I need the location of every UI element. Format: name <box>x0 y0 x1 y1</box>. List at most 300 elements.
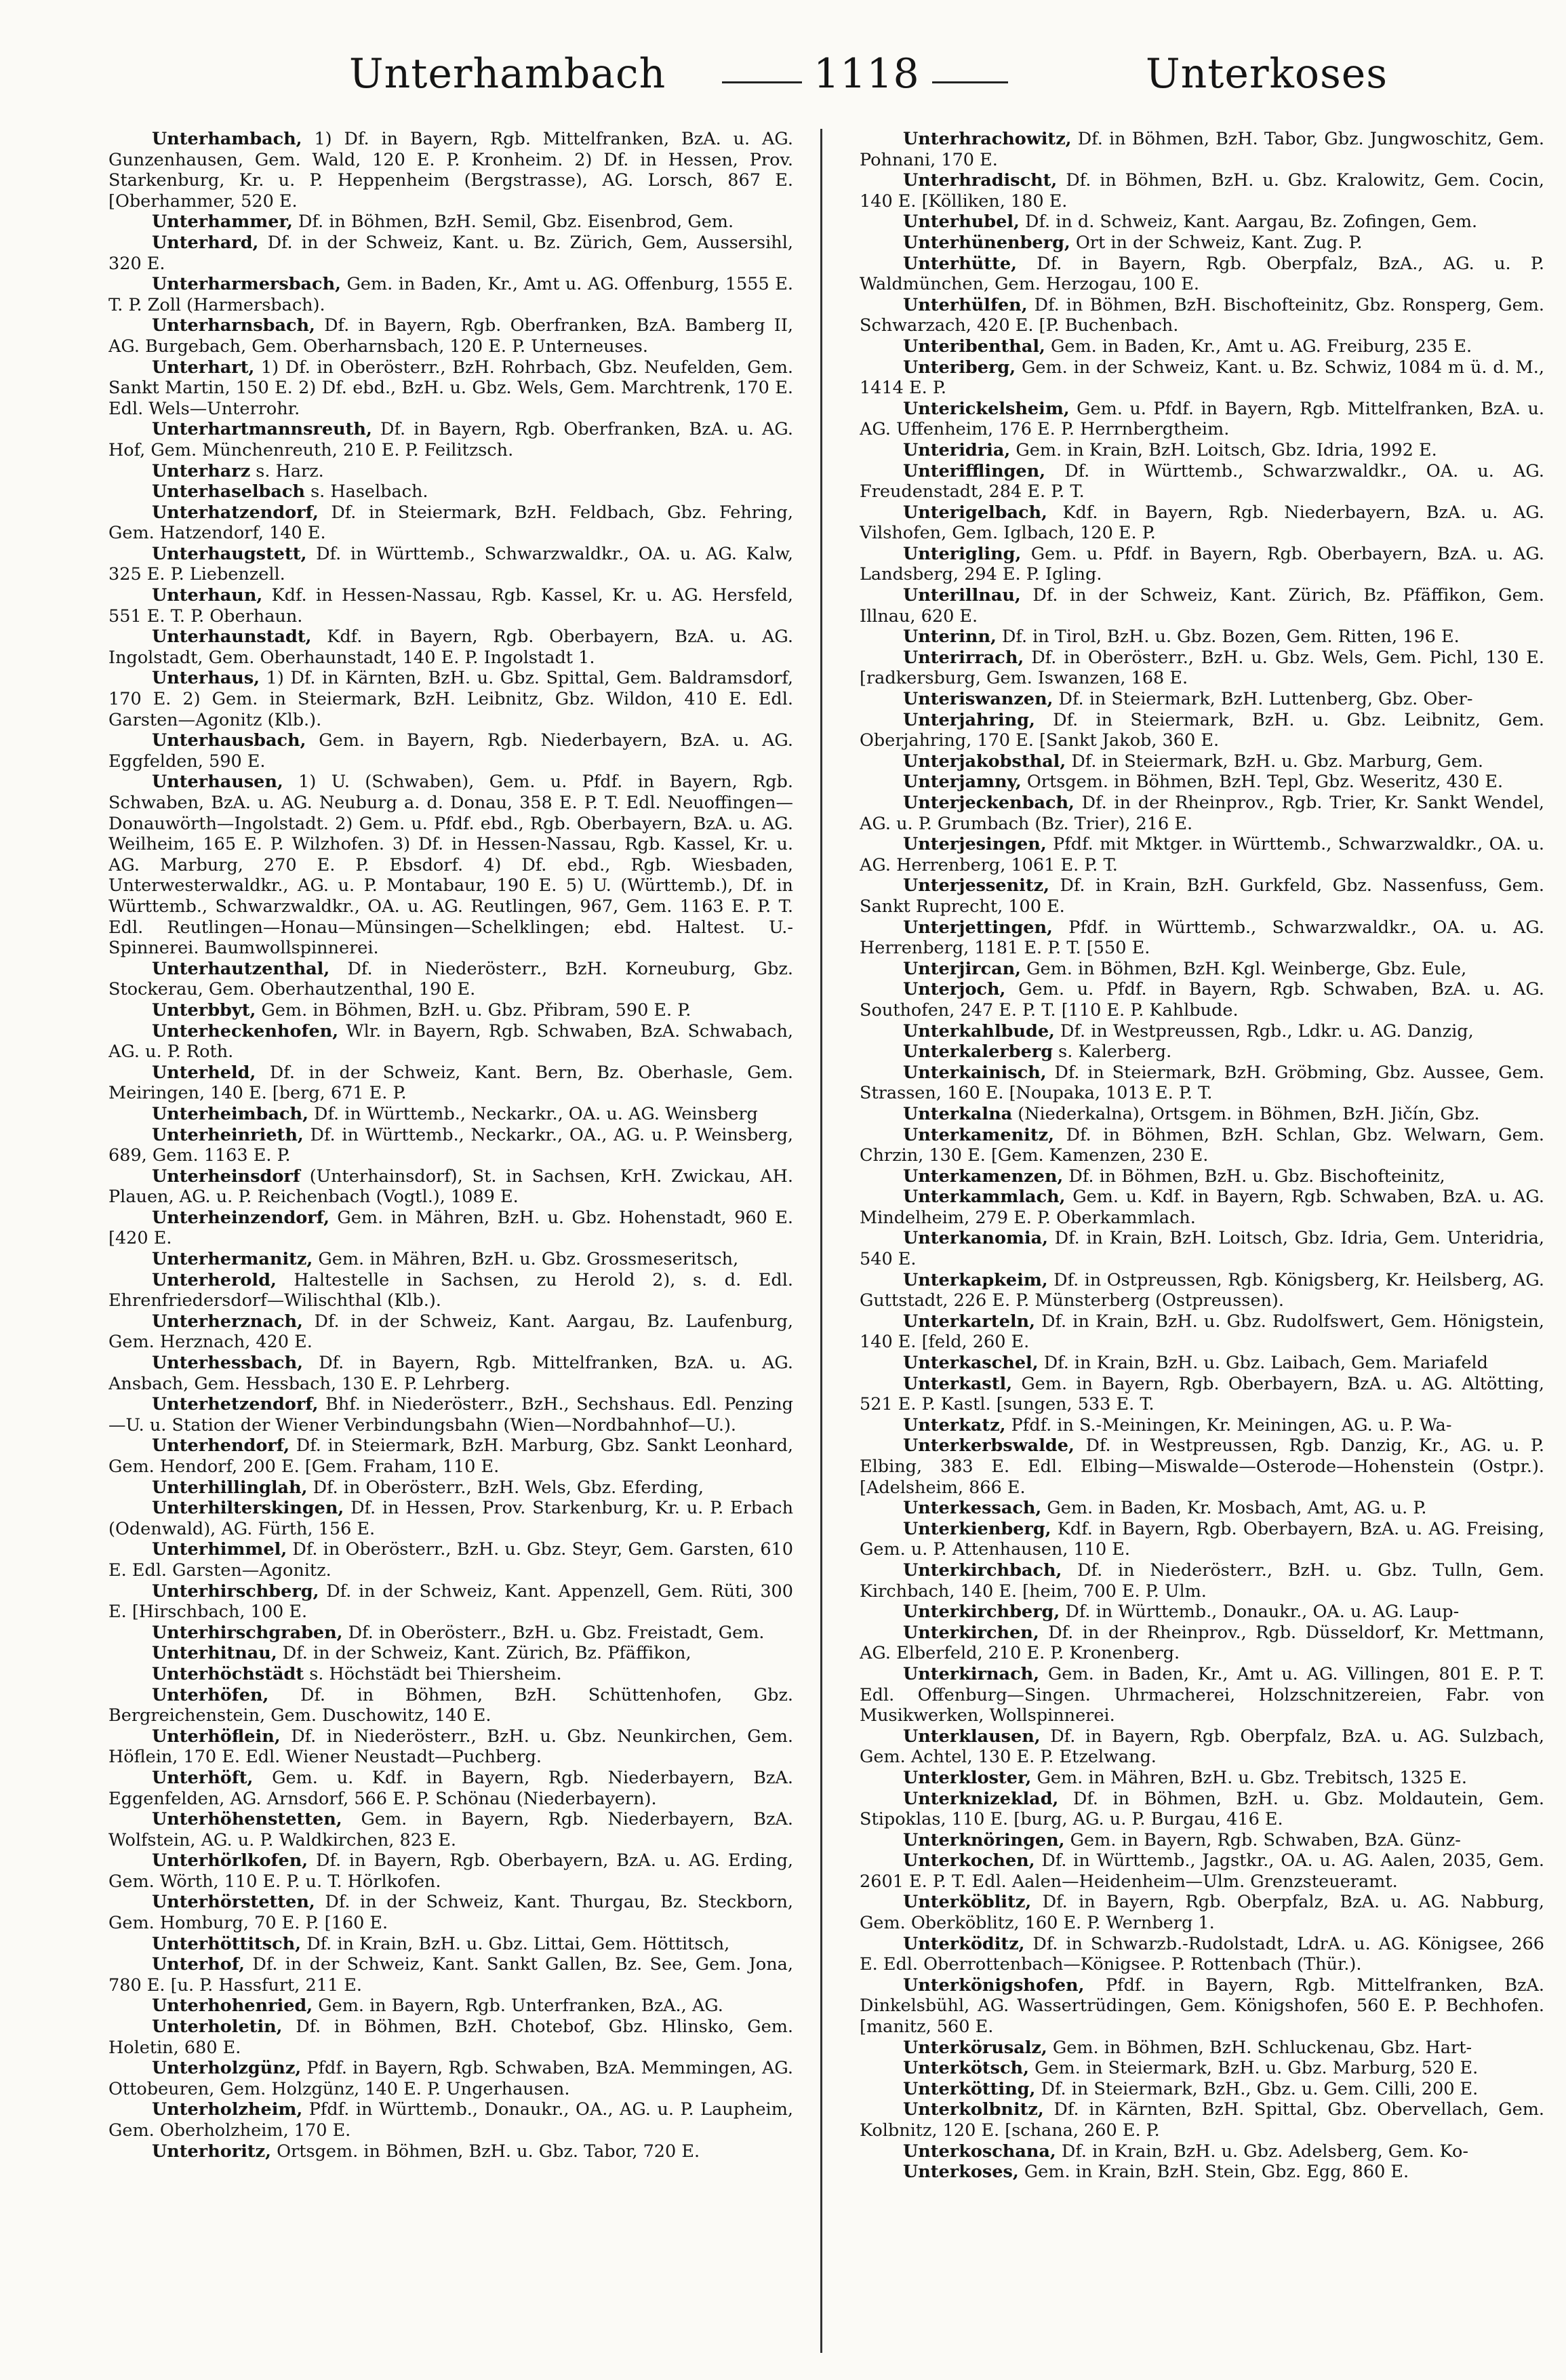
entry-text: s. Haselbach. <box>304 481 428 502</box>
entry <box>860 336 1544 357</box>
header-rule-left <box>722 81 802 83</box>
entry <box>108 2017 793 2058</box>
entry-text: s. Kalerberg. <box>1053 1042 1172 1063</box>
entry-headword: Unterheimbach, <box>152 1103 308 1124</box>
entry-text: Ortsgem. in Böhmen, BzH. u. Gbz. Tabor, 720 E. <box>271 2141 700 2162</box>
entry <box>108 1539 793 1581</box>
entry-text: 1) Df. in Kärnten, BzH. u. Gbz. Spittal, Gem. Baldramsdorf, 170 E. 2) Gem. in Steiermark, BzH. Leibnitz, Gbz. Wildon, 410 E. Edl. Garsten—Agonitz (Klb.). <box>108 668 793 730</box>
entry <box>108 502 793 544</box>
entry <box>108 1685 793 1726</box>
entry <box>108 730 793 772</box>
entry <box>108 1353 793 1394</box>
entry-text: Df. in Tirol, BzH. u. Gbz. Bozen, Gem. Ritten, 196 E. <box>996 627 1460 648</box>
entry-headword: Unterhof, <box>152 1954 245 1975</box>
entry-text: Df. in Niederösterr., BzH. u. Gbz. Tulln, Gem. Kirchbach, 140 E. [heim, 700 E. P. Ulm. <box>860 1560 1544 1602</box>
entry-headword: Unterhoritz, <box>152 2141 272 2162</box>
entry <box>860 793 1544 834</box>
entry <box>108 627 793 668</box>
entry-headword: Unterhammer, <box>152 212 293 233</box>
entry <box>860 1850 1544 1892</box>
entry <box>860 544 1544 585</box>
entry-text: Df. in Hessen, Prov. Starkenburg, Kr. u. P. Erbach (Odenwald), AG. Fürth, 156 E. <box>108 1498 793 1539</box>
entry <box>108 1809 793 1850</box>
entry-text: Df. in der Schweiz, Kant. Sankt Gallen, Bz. See, Gem. Jona, 780 E. [u. P. Hassfurt, 211 E. <box>108 1954 793 1996</box>
entry-headword: Unterkammlach, <box>903 1187 1066 1208</box>
entry-headword: Unterhöflein, <box>152 1726 281 1747</box>
entry <box>860 959 1544 980</box>
entry <box>860 875 1544 917</box>
header-right-keyword: Unterkoses <box>1146 50 1388 98</box>
entry-text: Pfdf. in Württemb., Schwarzwaldkr., OA. u. AG. Herrenberg, 1181 E. P. T. [550 E. <box>860 917 1544 959</box>
entry-text: Gem. in Bayern, Rgb. Niederbayern, BzA. Wolfstein, AG. u. P. Waldkirchen, 823 E. <box>108 1809 793 1850</box>
entry-text: Gem. in Böhmen, BzH. u. Gbz. Přibram, 590 E. P. <box>256 999 691 1020</box>
entry-text: Df. in Württemb., Donaukr., OA. u. AG. Laup- <box>1060 1602 1460 1623</box>
entry-headword: Unterkessach, <box>903 1498 1042 1519</box>
entry-text: Df. in Steiermark, BzH. u. Gbz. Marburg, Gem. <box>1066 751 1484 772</box>
entry <box>108 212 793 233</box>
entry-text: s. Harz. <box>250 460 324 481</box>
entry-headword: Unterjessenitz, <box>903 875 1049 896</box>
entry-headword: Unterheckenhofen, <box>152 1020 339 1042</box>
entry-headword: Unterkamenitz, <box>903 1124 1054 1145</box>
entry-headword: Unterhöchstädt <box>152 1663 304 1684</box>
entry <box>860 1228 1544 1269</box>
entry <box>108 233 793 274</box>
entry-headword: Unterhörlkofen, <box>152 1850 308 1871</box>
entry-headword: Unterkienberg, <box>903 1518 1051 1539</box>
entry-headword: Unterifflingen, <box>903 460 1046 481</box>
entry-text: Df. in Krain, BzH. u. Gbz. Littai, Gem. Höttitsch, <box>301 1933 730 1954</box>
entry <box>860 1498 1544 1519</box>
entry-text: Df. in der Schweiz, Kant. Zürich, Bz. Pfäffikon, Gem. Illnau, 620 E. <box>860 585 1544 627</box>
entry-text: Df. in Württemb., Neckarkr., OA. u. AG. Weinsberg <box>308 1103 758 1124</box>
entry-headword: Unterhünenberg, <box>903 232 1070 253</box>
entry <box>860 1830 1544 1851</box>
entry-headword: Unterhendorf, <box>152 1435 290 1456</box>
entry-headword: Unterkönigshofen, <box>903 1975 1085 1996</box>
entry <box>860 1125 1544 1166</box>
entry-text: 1) Df. in Bayern, Rgb. Mittelfranken, BzA. u. AG. Gunzenhausen, Gem. Wald, 120 E. P. Kronheim. 2) Df. in Hessen, Prov. Starkenburg, Kr. u. P. Heppenheim (Bergstrasse), AG. Lorsch, 867 E. [Oberhammer, 520 E. <box>108 129 793 212</box>
entry-text: Df. in Böhmen, BzH. Schlan, Gbz. Welwarn, Gem. Chrzin, 130 E. [Gem. Kamenzen, 230 E. <box>860 1124 1544 1166</box>
entry <box>860 2058 1544 2079</box>
entry-headword: Unterhradischt, <box>903 170 1058 191</box>
entry-headword: Unterkochen, <box>903 1850 1035 1871</box>
entry-text: Df. in Steiermark, BzH. Marburg, Gbz. Sankt Leonhard, Gem. Hendorf, 200 E. [Gem. Fraham, 110 E. <box>108 1435 793 1477</box>
entry-headword: Unterhetzendorf, <box>152 1394 319 1415</box>
entry-headword: Unterklausen, <box>903 1726 1041 1747</box>
entry-text: Df. in Steiermark, BzH. Luttenberg, Gbz. Ober- <box>1053 689 1473 710</box>
entry <box>108 1643 793 1664</box>
entry-headword: Unterhartmannsreuth, <box>152 419 372 440</box>
entry <box>108 1435 793 1477</box>
entry-headword: Unterhaunstadt, <box>152 627 312 648</box>
entry-headword: Unterhautzenthal, <box>152 958 330 979</box>
entry-text: s. Höchstädt bei Thiersheim. <box>304 1663 562 1684</box>
entry-text: Df. in Ostpreussen, Rgb. Königsberg, Kr. Heilsberg, AG. Guttstadt, 226 E. P. Münsterberg (Ostpreussen). <box>860 1269 1544 1311</box>
entry-text: Pfdf. in Bayern, Rgb. Mittelfranken, BzA. Dinkelsbühl, AG. Wassertrüdingen, Gem. Königshofen, 560 E. P. Bechhofen. [manitz, 560 E. <box>860 1975 1544 2038</box>
entry-headword: Unterkalna <box>903 1103 1013 1124</box>
entry-headword: Unterjoch, <box>903 979 1006 1000</box>
entry-text: Df. in Westpreussen, Rgb., Ldkr. u. AG. Danzig, <box>1054 1020 1474 1042</box>
entry-text: Gem. in Baden, Kr., Amt u. AG. Offenburg, 1555 E. T. P. Zoll (Harmersbach). <box>108 274 793 315</box>
entry-headword: Unterkerbswalde, <box>903 1435 1075 1456</box>
entry <box>860 834 1544 875</box>
entry-text: Df. in Württemb., Jagstkr., OA. u. AG. Aalen, 2035, Gem. 2601 E. P. T. Edl. Aalen—Heidenheim—Ulm. Grenzsteueramt. <box>860 1850 1544 1892</box>
entry-text: Df. in Oberösterr., BzH. u. Gbz. Steyr, Gem. Garsten, 610 E. Edl. Garsten—Agonitz. <box>108 1539 793 1581</box>
entry-text: Df. in Böhmen, BzH. u. Gbz. Kralowitz, Gem. Cocin, 140 E. [Kölliken, 180 E. <box>860 170 1544 212</box>
entry-text: Df. in Böhmen, BzH. Semil, Gbz. Eisenbrod, Gem. <box>292 212 734 233</box>
entry-headword: Unterhatzendorf, <box>152 502 319 523</box>
entry <box>108 1311 793 1353</box>
entry <box>860 1602 1544 1623</box>
entry-headword: Unterhart, <box>152 357 255 378</box>
entry-text: Df. in Krain, BzH. u. Gbz. Adelsberg, Gem. Ko- <box>1056 2141 1468 2162</box>
entry <box>860 772 1544 793</box>
entry <box>108 1498 793 1539</box>
entry-headword: Unterhitnau, <box>152 1643 277 1664</box>
entry-headword: Unterkolbnitz, <box>903 2099 1044 2120</box>
entry <box>108 1664 793 1685</box>
entry <box>860 1623 1544 1664</box>
entry <box>860 648 1544 689</box>
entry-headword: Unterhohenried, <box>152 1996 313 2017</box>
entry <box>860 1934 1544 1975</box>
entry-text: Gem. in Krain, BzH. Stein, Gbz. Egg, 860 E. <box>1018 2162 1409 2183</box>
entry <box>860 1975 1544 2038</box>
entry-text: Df. in der Schweiz, Kant. Bern, Bz. Oberhasle, Gem. Meiringen, 140 E. [berg, 671 E. P. <box>108 1062 793 1104</box>
header-left-keyword: Unterhambach <box>349 50 666 98</box>
entry-headword: Unterkoses, <box>903 2162 1019 2183</box>
entry-text: Gem. in Baden, Kr. Mosbach, Amt, AG. u. P. <box>1041 1498 1427 1519</box>
entry-headword: Unterhörstetten, <box>152 1892 315 1913</box>
entry-text: Df. in Bayern, Rgb. Oberpfalz, BzA., AG. u. P. Waldmünchen, Gem. Herzogau, 100 E. <box>860 253 1544 295</box>
entry <box>108 274 793 315</box>
right-column <box>860 129 1544 2366</box>
entry <box>108 1850 793 1892</box>
entry-text: Df. in Steiermark, BzH. Feldbach, Gbz. Fehring, Gem. Hatzendorf, 140 E. <box>108 502 793 544</box>
entry-text: Df. in der Schweiz, Kant. Zürich, Bz. Pfäffikon, <box>277 1643 691 1664</box>
entry-text: Df. in Westpreussen, Rgb. Danzig, Kr., AG. u. P. Elbing, 383 E. Edl. Elbing—Miswalde—Osterode—Hohenstein (Ostpr.). [Adelsheim, 866 E. <box>860 1435 1544 1498</box>
entry <box>860 2099 1544 2141</box>
entry-text: Df. in Niederösterr., BzH. Korneuburg, Gbz. Stockerau, Gem. Oberhautzenthal, 190 E. <box>108 958 793 1000</box>
entry <box>860 1726 1544 1768</box>
entry-text: Kdf. in Bayern, Rgb. Oberbayern, BzA. u. AG. Freising, Gem. u. P. Attenhausen, 110 E. <box>860 1518 1544 1560</box>
entry-headword: Unterheinrieth, <box>152 1124 304 1145</box>
entry-headword: Unterholzgünz, <box>152 2058 302 2079</box>
entry-headword: Unterigling, <box>903 543 1022 564</box>
entry <box>860 1042 1544 1063</box>
entry-text: 1) U. (Schwaben), Gem. u. Pfdf. in Bayern, Rgb. Schwaben, BzA. u. AG. Neuburg a. d. Donau, 358 E. P. T. Edl. Neuoffingen—Donauwörth—Ingolstadt. 2) Gem. u. Pfdf. ebd., Rgb. Oberbayern, BzA. u. AG. Weilheim, 165 E. P. Wilzhofen. 3) Df. in Hessen-Nassau, Rgb. Kassel, Kr. u. AG. Marburg, 270 E. P. Ebsdorf. 4) Df. ebd., Rgb. Wiesbaden, Unterwesterwaldkr., AG. u. P. Montabaur, 190 E. 5) U. (Württemb.), Df. in Württemb., Schwarzwaldkr., OA. u. AG. Reutlingen, 967, Gem. 1163 E. P. T. Edl. Reutlingen—Honau—Münsingen—Schelklingen; ebd. Haltest. U.-Spinnerei. Baumwollspinnerei. <box>108 772 793 959</box>
entry-headword: Unterkirchen, <box>903 1622 1039 1643</box>
entry-text: Df. in Württemb., Schwarzwaldkr., OA. u. AG. Kalw, 325 E. P. Liebenzell. <box>108 543 793 585</box>
entry <box>860 2162 1544 2183</box>
entry-headword: Unteribenthal, <box>903 336 1045 357</box>
page-number: 1118 <box>814 50 920 98</box>
entry-text: Gem. u. Pfdf. in Bayern, Rgb. Oberbayern, BzA. u. AG. Landsberg, 294 E. P. Igling. <box>860 543 1544 585</box>
entry-text: Gem. in Bayern, Rgb. Schwaben, BzA. Günz- <box>1064 1829 1461 1850</box>
entry-text: Df. in Böhmen, BzH. Chotebof, Gbz. Hlinsko, Gem. Holetin, 680 E. <box>108 2017 793 2058</box>
entry-headword: Unterhermanitz, <box>152 1249 313 1270</box>
entry <box>108 1954 793 1996</box>
entry <box>860 1187 1544 1228</box>
entry-headword: Unterknizeklad, <box>903 1788 1059 1809</box>
entry-text: Df. in Bayern, Rgb. Oberfranken, BzA. Bamberg II, AG. Burgebach, Gem. Oberharnsbach, 120 E. P. Unterneuses. <box>108 315 793 357</box>
entry-headword: Unterharz <box>152 460 251 481</box>
entry-text: Gem. u. Kdf. in Bayern, Rgb. Niederbayern, BzA. Eggenfelden, AG. Arnsdorf, 566 E. P. Schönau (Niederbayern). <box>108 1767 793 1809</box>
entry-headword: Unterinn, <box>903 627 997 648</box>
entry-headword: Unterhöfen, <box>152 1684 269 1705</box>
entry <box>860 2038 1544 2059</box>
entry-headword: Unterhilterskingen, <box>152 1498 344 1519</box>
entry-headword: Unterkaschel, <box>903 1353 1039 1374</box>
entry <box>860 1270 1544 1311</box>
entry-headword: Unterhard, <box>152 232 259 253</box>
entry <box>860 1519 1544 1560</box>
entry-headword: Unterharmersbach, <box>152 274 342 295</box>
entry-text: Gem. in Mähren, BzH. u. Gbz. Trebitsch, 1325 E. <box>1031 1767 1468 1788</box>
left-column <box>108 129 793 2366</box>
entry-headword: Unterharnsbach, <box>152 315 315 336</box>
entry-text: Wlr. in Bayern, Rgb. Schwaben, BzA. Schwabach, AG. u. P. Roth. <box>108 1020 793 1063</box>
entry-headword: Unterhillinglah, <box>152 1477 308 1498</box>
entry-headword: Unterirrach, <box>903 647 1024 668</box>
entry-headword: Unterhirschberg, <box>152 1581 319 1602</box>
entry-text: Df. in Böhmen, BzH. u. Gbz. Moldautein, Gem. Stipoklas, 110 E. [burg, AG. u. P. Burgau, 416 E. <box>860 1788 1544 1830</box>
entry <box>860 399 1544 440</box>
entry-headword: Unterhöhenstetten, <box>152 1809 342 1830</box>
entry-text: Df. in Bayern, Rgb. Oberfranken, BzA. u. AG. Hof, Gem. Münchenreuth, 210 E. P. Feilitzsch. <box>108 419 793 460</box>
entry-text: Df. in Böhmen, BzH. Bischofteinitz, Gbz. Ronsperg, Gem. Schwarzach, 420 E. [P. Buchenbach. <box>860 294 1544 336</box>
entry <box>860 1311 1544 1353</box>
entry-headword: Unterhülfen, <box>903 294 1028 315</box>
entry <box>860 751 1544 772</box>
entry-text: Df. in Böhmen, BzH. Schüttenhofen, Gbz. Bergreichenstein, Gem. Duschowitz, 140 E. <box>108 1684 793 1726</box>
entry-text: Pfdf. mit Mktger. in Württemb., Schwarzwaldkr., OA. u. AG. Herrenberg, 1061 E. P. T. <box>860 834 1544 875</box>
entry-text: Gem. in Mähren, BzH. u. Gbz. Hohenstadt, 960 E. [420 E. <box>108 1207 793 1249</box>
entry-headword: Unteridria, <box>903 439 1011 460</box>
entry-headword: Unterkatz, <box>903 1414 1006 1435</box>
entry <box>860 979 1544 1020</box>
entry-headword: Unterjakobsthal, <box>903 751 1066 772</box>
entry-headword: Unterjamny, <box>903 772 1022 793</box>
entry <box>108 1270 793 1311</box>
entry-text: Df. in Böhmen, BzH. Tabor, Gbz. Jungwoschitz, Gem. Pohnani, 170 E. <box>860 129 1544 170</box>
entry-headword: Unteriswanzen, <box>903 689 1053 710</box>
entry-text: Df. in d. Schweiz, Kant. Aargau, Bz. Zofingen, Gem. <box>1019 212 1478 233</box>
entry-headword: Unterillnau, <box>903 585 1021 606</box>
entry <box>108 1934 793 1955</box>
entry-headword: Unterkötting, <box>903 2078 1036 2099</box>
entry-headword: Unterkalerberg <box>903 1042 1053 1063</box>
entry-headword: Unterköblitz, <box>903 1892 1032 1913</box>
entry <box>860 129 1544 170</box>
entry <box>108 1063 793 1104</box>
entry-text: Bhf. in Niederösterr., BzH., Sechshaus. Edl. Penzing—U. u. Station der Wiener Verbindungsbahn (Wien—Nordbahnhof—U.). <box>108 1394 793 1435</box>
entry <box>860 1892 1544 1933</box>
entry-headword: Unterjircan, <box>903 958 1022 979</box>
entry-text: Df. in Krain, BzH. u. Gbz. Laibach, Gem. Mariafeld <box>1038 1353 1488 1374</box>
entry <box>860 1435 1544 1498</box>
entry <box>108 1208 793 1249</box>
entry-headword: Unterickelsheim, <box>903 398 1070 419</box>
entry-text: Df. in Steiermark, BzH. u. Gbz. Leibnitz, Gem. Oberjahring, 170 E. [Sankt Jakob, 360 E. <box>860 709 1544 751</box>
entry <box>108 481 793 502</box>
page-header <box>0 43 1566 111</box>
entry-text: Kdf. in Bayern, Rgb. Oberbayern, BzA. u. AG. Ingolstadt, Gem. Oberhaunstadt, 140 E. P. Ingolstadt 1. <box>108 627 793 668</box>
entry-headword: Unterholetin, <box>152 2017 283 2038</box>
entry <box>860 710 1544 751</box>
entry-headword: Unterheld, <box>152 1062 256 1083</box>
entry-headword: Unterheinzendorf, <box>152 1207 330 1228</box>
entry <box>108 1021 793 1063</box>
entry <box>860 440 1544 461</box>
entry <box>860 1353 1544 1374</box>
entry-text: Df. in Bayern, Rgb. Oberbayern, BzA. u. AG. Erding, Gem. Wörth, 110 E. P. u. T. Hörlkofen. <box>108 1850 793 1892</box>
entry-text: Kdf. in Hessen-Nassau, Rgb. Kassel, Kr. u. AG. Hersfeld, 551 E. T. P. Oberhaun. <box>108 585 793 627</box>
entry <box>860 585 1544 627</box>
entry-text: Gem. in Baden, Kr., Amt u. AG. Freiburg, 235 E. <box>1045 336 1472 357</box>
entry-text: Df. in Kärnten, BzH. Spittal, Gbz. Obervellach, Gem. Kolbnitz, 120 E. [schana, 260 E. P. <box>860 2099 1544 2141</box>
entry <box>108 2099 793 2141</box>
entry-text: Haltestelle in Sachsen, zu Herold 2), s. d. Edl. Ehrenfriedersdorf—Wilischthal (Klb.). <box>108 1269 793 1311</box>
entry-text: Df. in Krain, BzH. u. Gbz. Rudolfswert, Gem. Hönigstein, 140 E. [feld, 260 E. <box>860 1311 1544 1353</box>
entry-headword: Unterhütte, <box>903 253 1017 274</box>
entry <box>108 1477 793 1499</box>
entry-text: Gem. in Bayern, Rgb. Niederbayern, BzA. u. AG. Eggfelden, 590 E. <box>108 730 793 772</box>
entry-text: Df. in Württemb., Schwarzwaldkr., OA. u. AG. Freudenstadt, 284 E. P. T. <box>860 460 1544 502</box>
entry-text: Gem. in Krain, BzH. Loitsch, Gbz. Idria, 1992 E. <box>1010 439 1437 460</box>
entry <box>860 1560 1544 1602</box>
entry-text: Pfdf. in Bayern, Rgb. Schwaben, BzA. Memmingen, AG. Ottobeuren, Gem. Holzgünz, 140 E. P. Ungerhausen. <box>108 2058 793 2099</box>
entry-headword: Unterhirschgraben, <box>152 1622 343 1643</box>
entry-headword: Unterkloster, <box>903 1767 1032 1788</box>
entry <box>860 357 1544 399</box>
entry-text: Gem. u. Pfdf. in Bayern, Rgb. Mittelfranken, BzA. u. AG. Uffenheim, 176 E. P. Herrnbergtheim. <box>860 398 1544 440</box>
entry-text: Df. in Krain, BzH. Gurkfeld, Gbz. Nassenfuss, Gem. Sankt Ruprecht, 100 E. <box>860 875 1544 917</box>
entry <box>860 254 1544 295</box>
entry-text: Gem. u. Kdf. in Bayern, Rgb. Schwaben, BzA. u. AG. Mindelheim, 279 E. P. Oberkammlach. <box>860 1187 1544 1228</box>
entry-text: Gem. u. Pfdf. in Bayern, Rgb. Schwaben, BzA. u. AG. Southofen, 247 E. P. T. [110 E. P. Kahlbude. <box>860 979 1544 1020</box>
entry <box>108 1892 793 1933</box>
entry-text: Df. in Bayern, Rgb. Mittelfranken, BzA. u. AG. Ansbach, Gem. Hessbach, 130 E. P. Lehrberg. <box>108 1353 793 1394</box>
entry-headword: Unterhaun, <box>152 585 263 606</box>
entry <box>860 2079 1544 2100</box>
entry-text: Df. in Niederösterr., BzH. u. Gbz. Neunkirchen, Gem. Höflein, 170 E. Edl. Wiener Neustadt—Puchberg. <box>108 1726 793 1768</box>
entry-headword: Unterkirchbach, <box>903 1560 1062 1581</box>
entry <box>860 1789 1544 1830</box>
entry-headword: Unterkarteln, <box>903 1311 1035 1332</box>
entry <box>860 1166 1544 1187</box>
entry <box>860 2141 1544 2162</box>
entry-headword: Unterhimmel, <box>152 1539 287 1560</box>
entry <box>108 1394 793 1435</box>
entry-text: Gem. in Baden, Kr., Amt u. AG. Villingen, 801 E. P. T. Edl. Offenburg—Singen. Uhrmacherei, Holzschnitzereien, Fabr. von Musikwerken, Wollspinnerei. <box>860 1663 1544 1726</box>
entry-headword: Unterkamenzen, <box>903 1166 1064 1187</box>
entry-headword: Unterjahring, <box>903 709 1035 730</box>
entry-text: Gem. in Mähren, BzH. u. Gbz. Grossmeseritsch, <box>313 1249 739 1270</box>
entry <box>860 1374 1544 1415</box>
entry-headword: Unterknöringen, <box>903 1829 1065 1850</box>
entry-headword: Unterkirnach, <box>903 1663 1040 1684</box>
entry-text: Df. in Oberösterr., BzH. Wels, Gbz. Eferding, <box>307 1477 704 1498</box>
entry <box>108 1249 793 1270</box>
entry-text: Df. in Oberösterr., BzH. u. Gbz. Freistadt, Gem. <box>342 1622 765 1643</box>
entry <box>860 295 1544 336</box>
entry-headword: Unterkastl, <box>903 1373 1013 1394</box>
entry <box>108 585 793 627</box>
entry <box>860 1104 1544 1125</box>
entry <box>108 1768 793 1809</box>
entry <box>108 419 793 460</box>
entry <box>860 689 1544 710</box>
entry <box>108 772 793 958</box>
entry-text: Ortsgem. in Böhmen, BzH. Tepl, Gbz. Weseritz, 430 E. <box>1021 772 1504 793</box>
entry <box>108 1125 793 1166</box>
entry-headword: Unterhaus, <box>152 668 260 689</box>
entry-headword: Unterkanomia, <box>903 1228 1049 1249</box>
entry-text: Gem. in Bayern, Rgb. Unterfranken, BzA., AG. <box>313 1996 723 2017</box>
entry-text: Df. in der Schweiz, Kant. Thurgau, Bz. Steckborn, Gem. Homburg, 70 E. P. [160 E. <box>108 1892 793 1934</box>
entry <box>108 461 793 482</box>
entry <box>108 315 793 357</box>
entry-text: Pfdf. in Württemb., Donaukr., OA., AG. u. P. Laupheim, Gem. Oberholzheim, 170 E. <box>108 2099 793 2141</box>
entry-headword: Unterhöttitsch, <box>152 1933 302 1954</box>
entry-text: Gem. in Böhmen, BzH. Schluckenau, Gbz. Hart- <box>1047 2037 1472 2058</box>
entry <box>860 1415 1544 1436</box>
entry-headword: Unterköditz, <box>903 1933 1025 1954</box>
entry-headword: Unterhambach, <box>152 129 302 149</box>
entry-headword: Unterherznach, <box>152 1311 303 1332</box>
entry <box>860 502 1544 544</box>
entry <box>860 233 1544 254</box>
entry-text: 1) Df. in Oberösterr., BzH. Rohrbach, Gbz. Neufelden, Gem. Sankt Martin, 150 E. 2) Df. ebd., BzH. u. Gbz. Wels, Gem. Marchtrenk, 170 E. Edl. Wels—Unterrohr. <box>108 357 793 419</box>
entry-headword: Unterhaselbach <box>152 481 305 502</box>
entry <box>860 461 1544 502</box>
entry-text: Df. in Schwarzb.-Rudolstadt, LdrA. u. AG. Königsee, 266 E. Edl. Oberrottenbach—Königsee. P. Rottenbach (Thür.). <box>860 1933 1544 1975</box>
entry <box>860 627 1544 648</box>
entry-headword: Unterkirchberg, <box>903 1602 1060 1623</box>
entry-headword: Unterhubel, <box>903 212 1020 233</box>
entry <box>860 1021 1544 1042</box>
entry-headword: Unterkötsch, <box>903 2058 1029 2079</box>
entry-headword: Unterhrachowitz, <box>903 129 1072 149</box>
entry <box>860 212 1544 233</box>
entry-headword: Unterhausbach, <box>152 730 306 751</box>
entry-text: Ort in der Schweiz, Kant. Zug. P. <box>1070 232 1363 253</box>
entry <box>108 1166 793 1208</box>
entry-headword: Unterhaugstett, <box>152 543 307 564</box>
entry <box>108 129 793 212</box>
entry <box>108 2141 793 2162</box>
entry-text: Df. in der Rheinprov., Rgb. Trier, Kr. Sankt Wendel, AG. u. P. Grumbach (Bz. Trier), 216 E. <box>860 793 1544 834</box>
entry-headword: Unterigelbach, <box>903 502 1047 523</box>
entry-text: Gem. in Steiermark, BzH. u. Gbz. Marburg, 520 E. <box>1028 2058 1479 2079</box>
entry-text: Pfdf. in S.-Meiningen, Kr. Meiningen, AG. u. P. Wa- <box>1005 1414 1452 1435</box>
entry-text: Df. in Bayern, Rgb. Oberpfalz, BzA. u. AG. Sulzbach, Gem. Achtel, 130 E. P. Etzelwang. <box>860 1726 1544 1768</box>
entry <box>108 1000 793 1021</box>
entry-headword: Unterherold, <box>152 1269 277 1290</box>
entry-text: Df. in der Schweiz, Kant. Aargau, Bz. Laufenburg, Gem. Herznach, 420 E. <box>108 1311 793 1353</box>
entry-text: (Unterhainsdorf), St. in Sachsen, KrH. Zwickau, AH. Plauen, AG. u. P. Reichenbach (Vogtl.), 1089 E. <box>108 1166 793 1208</box>
entry-headword: Unterhausen, <box>152 772 283 793</box>
entry-text: (Niederkalna), Ortsgem. in Böhmen, BzH. Jičín, Gbz. <box>1012 1103 1480 1124</box>
entry-text: Gem. in Bayern, Rgb. Oberbayern, BzA. u. AG. Altötting, 521 E. P. Kastl. [sungen, 533 E. T. <box>860 1373 1544 1415</box>
entry <box>860 1768 1544 1789</box>
entry <box>108 1623 793 1644</box>
entry <box>860 1063 1544 1104</box>
entry-headword: Unterjeckenbach, <box>903 793 1075 813</box>
entry-text: Kdf. in Bayern, Rgb. Niederbayern, BzA. u. AG. Vilshofen, Gem. Iglbach, 120 E. P. <box>860 502 1544 544</box>
